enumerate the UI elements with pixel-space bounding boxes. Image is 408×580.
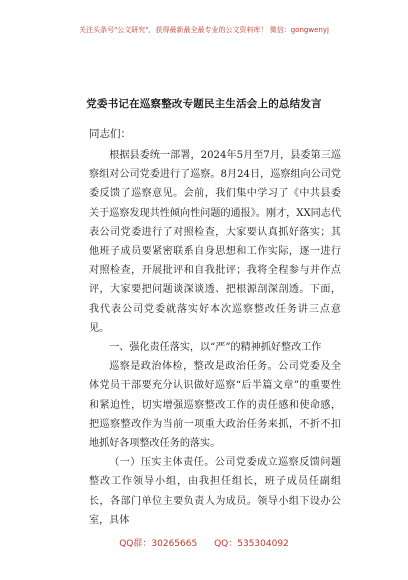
salutation: 同志们：: [89, 128, 131, 140]
section-heading-1: 一、强化责任落实，以“严”的精神抓好整改工作: [109, 342, 322, 354]
document-title: 党委书记在巡察整改专题民主生活会上的总结发言: [86, 98, 322, 110]
footer-qq-group: QQ群：30265665: [119, 539, 198, 549]
footer-contact: [0, 536, 408, 549]
paragraph-subsection-1: （一）压实主体责任。公司党委成立巡察反馈问题整改工作领导小组，由我担任组长，班子成员任副组长，各部门单位主要负责人为成员。领导小组下设办公室，具体: [89, 457, 341, 526]
document-body: [89, 146, 341, 530]
header-banner: 关注头条号"公文研究"，获得最新最全最专业的公文资料库！ 微信：gongwenyj: [79, 26, 329, 34]
paragraph-section-1: 巡察是政治体检，整改是政治任务。公司党委及全体党员干部要充分认识做好巡察“后半篇文章”的重要性和紧迫性，切实增强巡察整改工作的责任感和使命感，把巡察整改作为当前一项重大政治任务来抓，不折不扣地抓好各项整改任务的落实。: [89, 361, 341, 450]
footer-qq: QQ：535304092: [214, 539, 289, 549]
paragraph-intro: 根据县委统一部署，2024年5月至7月，县委第三巡察组对公司党委进行了巡察。8月24日，巡察组向公司党委反馈了巡察意见。会前，我们集中学习了《中共县委关于巡察发现共性倾向性问题的通报》。刚才，XX同志代表公司党委进行了对照检查，大家要认真抓好落实；其他班子成员要紧密联系自身思想和工作实际，逐一进行对照检查，开展批评和自我批评；我将全程参与并作点评，大家要把问题谈深谈透、把根源剖深剖透。下面，我代表公司党委就落实好本次巡察整改任务讲三点意见。: [89, 150, 341, 334]
